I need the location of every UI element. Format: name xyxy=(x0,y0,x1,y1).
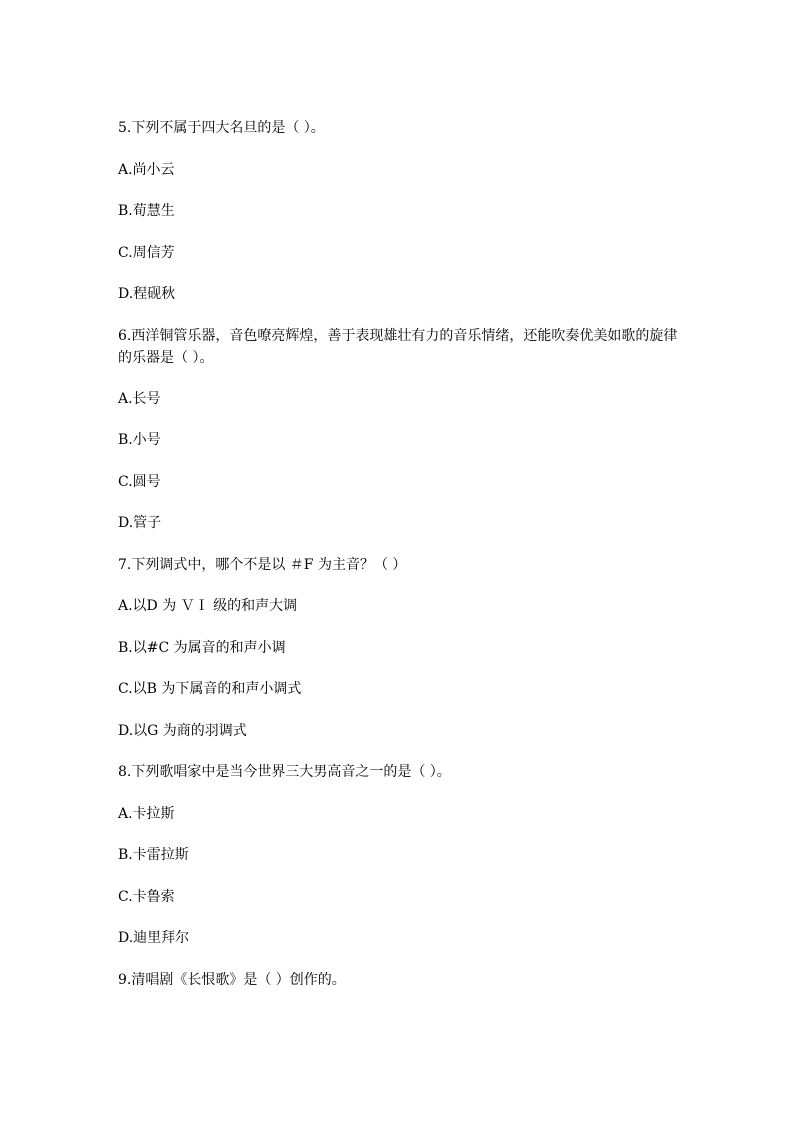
question-7-option-b: B.以#C 为属音的和声小调 xyxy=(118,640,286,656)
question-5-option-c: C.周信芳 xyxy=(118,245,175,261)
question-5-option-b: B.荀慧生 xyxy=(118,203,175,219)
question-8-stem: 8.下列歌唱家中是当今世界三大男高音之一的是（ ）。 xyxy=(118,764,451,780)
question-8-option-c: C.卡鲁索 xyxy=(118,889,175,905)
question-6-option-c: C.圆号 xyxy=(118,474,161,490)
question-6-option-d: D.管子 xyxy=(118,515,162,531)
question-6-option-a: A.长号 xyxy=(118,391,161,407)
question-8-option-d: D.迪里拜尔 xyxy=(118,930,190,946)
question-7-stem: 7.下列调式中，哪个不是以 ＃F 为主音？（ ） xyxy=(118,557,407,573)
question-7-option-a: A.以D 为 ＶＩ 级的和声大调 xyxy=(118,598,298,614)
question-5-option-d: D.程砚秋 xyxy=(118,286,176,302)
question-7-option-c: C.以B 为下属音的和声小调式 xyxy=(118,681,302,697)
question-9-stem: 9.清唱剧《长恨歌》是（ ）创作的。 xyxy=(118,972,346,988)
question-5-stem: 5.下列不属于四大名旦的是（ ）。 xyxy=(118,120,325,136)
question-8-option-b: B.卡雷拉斯 xyxy=(118,847,189,863)
question-6-stem: 6.西洋铜管乐器，音色嘹亮辉煌，善于表现雄壮有力的音乐情绪，还能吹奏优美如歌的旋律 的乐器是（ ）。 xyxy=(118,328,678,366)
question-6-option-b: B.小号 xyxy=(118,432,161,448)
question-5-option-a: A.尚小云 xyxy=(118,162,175,178)
question-8-option-a: A.卡拉斯 xyxy=(118,806,175,822)
question-7-option-d: D.以G 为商的羽调式 xyxy=(118,723,247,739)
